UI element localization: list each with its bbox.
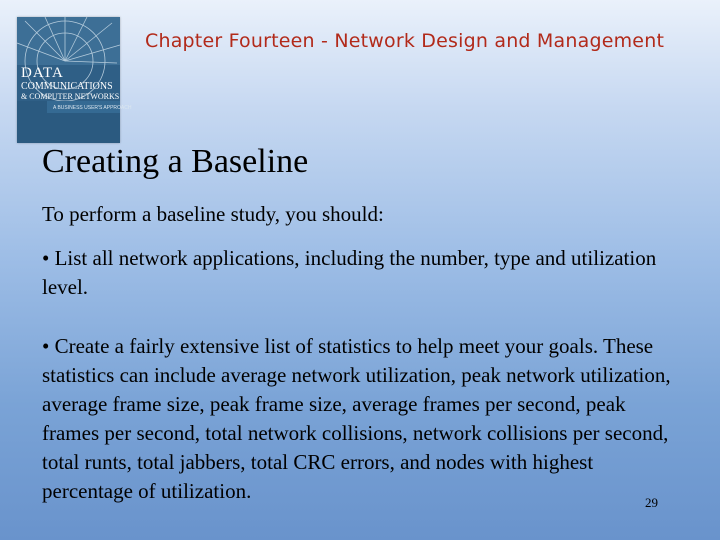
bullet-list — [42, 244, 682, 536]
bullet-applications: • List all network applications, including the number, type and utilization level. — [42, 246, 657, 299]
cover-title-communications: COMMUNICATIONS — [21, 81, 113, 92]
slide-title: Creating a Baseline — [42, 143, 309, 180]
cover-subtitle: A BUSINESS USER'S APPROACH — [53, 105, 132, 111]
intro-text: To perform a baseline study, you should: — [42, 202, 384, 226]
chapter-title: Chapter Fourteen - Network Design and Management — [145, 30, 665, 52]
page-number: 29 — [645, 495, 658, 510]
cover-title-networks: & COMPUTER NETWORKS — [21, 92, 120, 101]
cover-title-data: DATA — [21, 65, 64, 81]
book-cover-image — [17, 17, 132, 143]
bullet-statistics: • Create a fairly extensive list of statistics to help meet your goals. These statistics can include average network utilization, peak network utilization, average frame size, peak frame size, average frames per second, peak frames per second, total network collisions, network collisions per second, total runts, total jabbers, total CRC errors, and nodes with highest percentage of utilization. — [42, 334, 671, 503]
